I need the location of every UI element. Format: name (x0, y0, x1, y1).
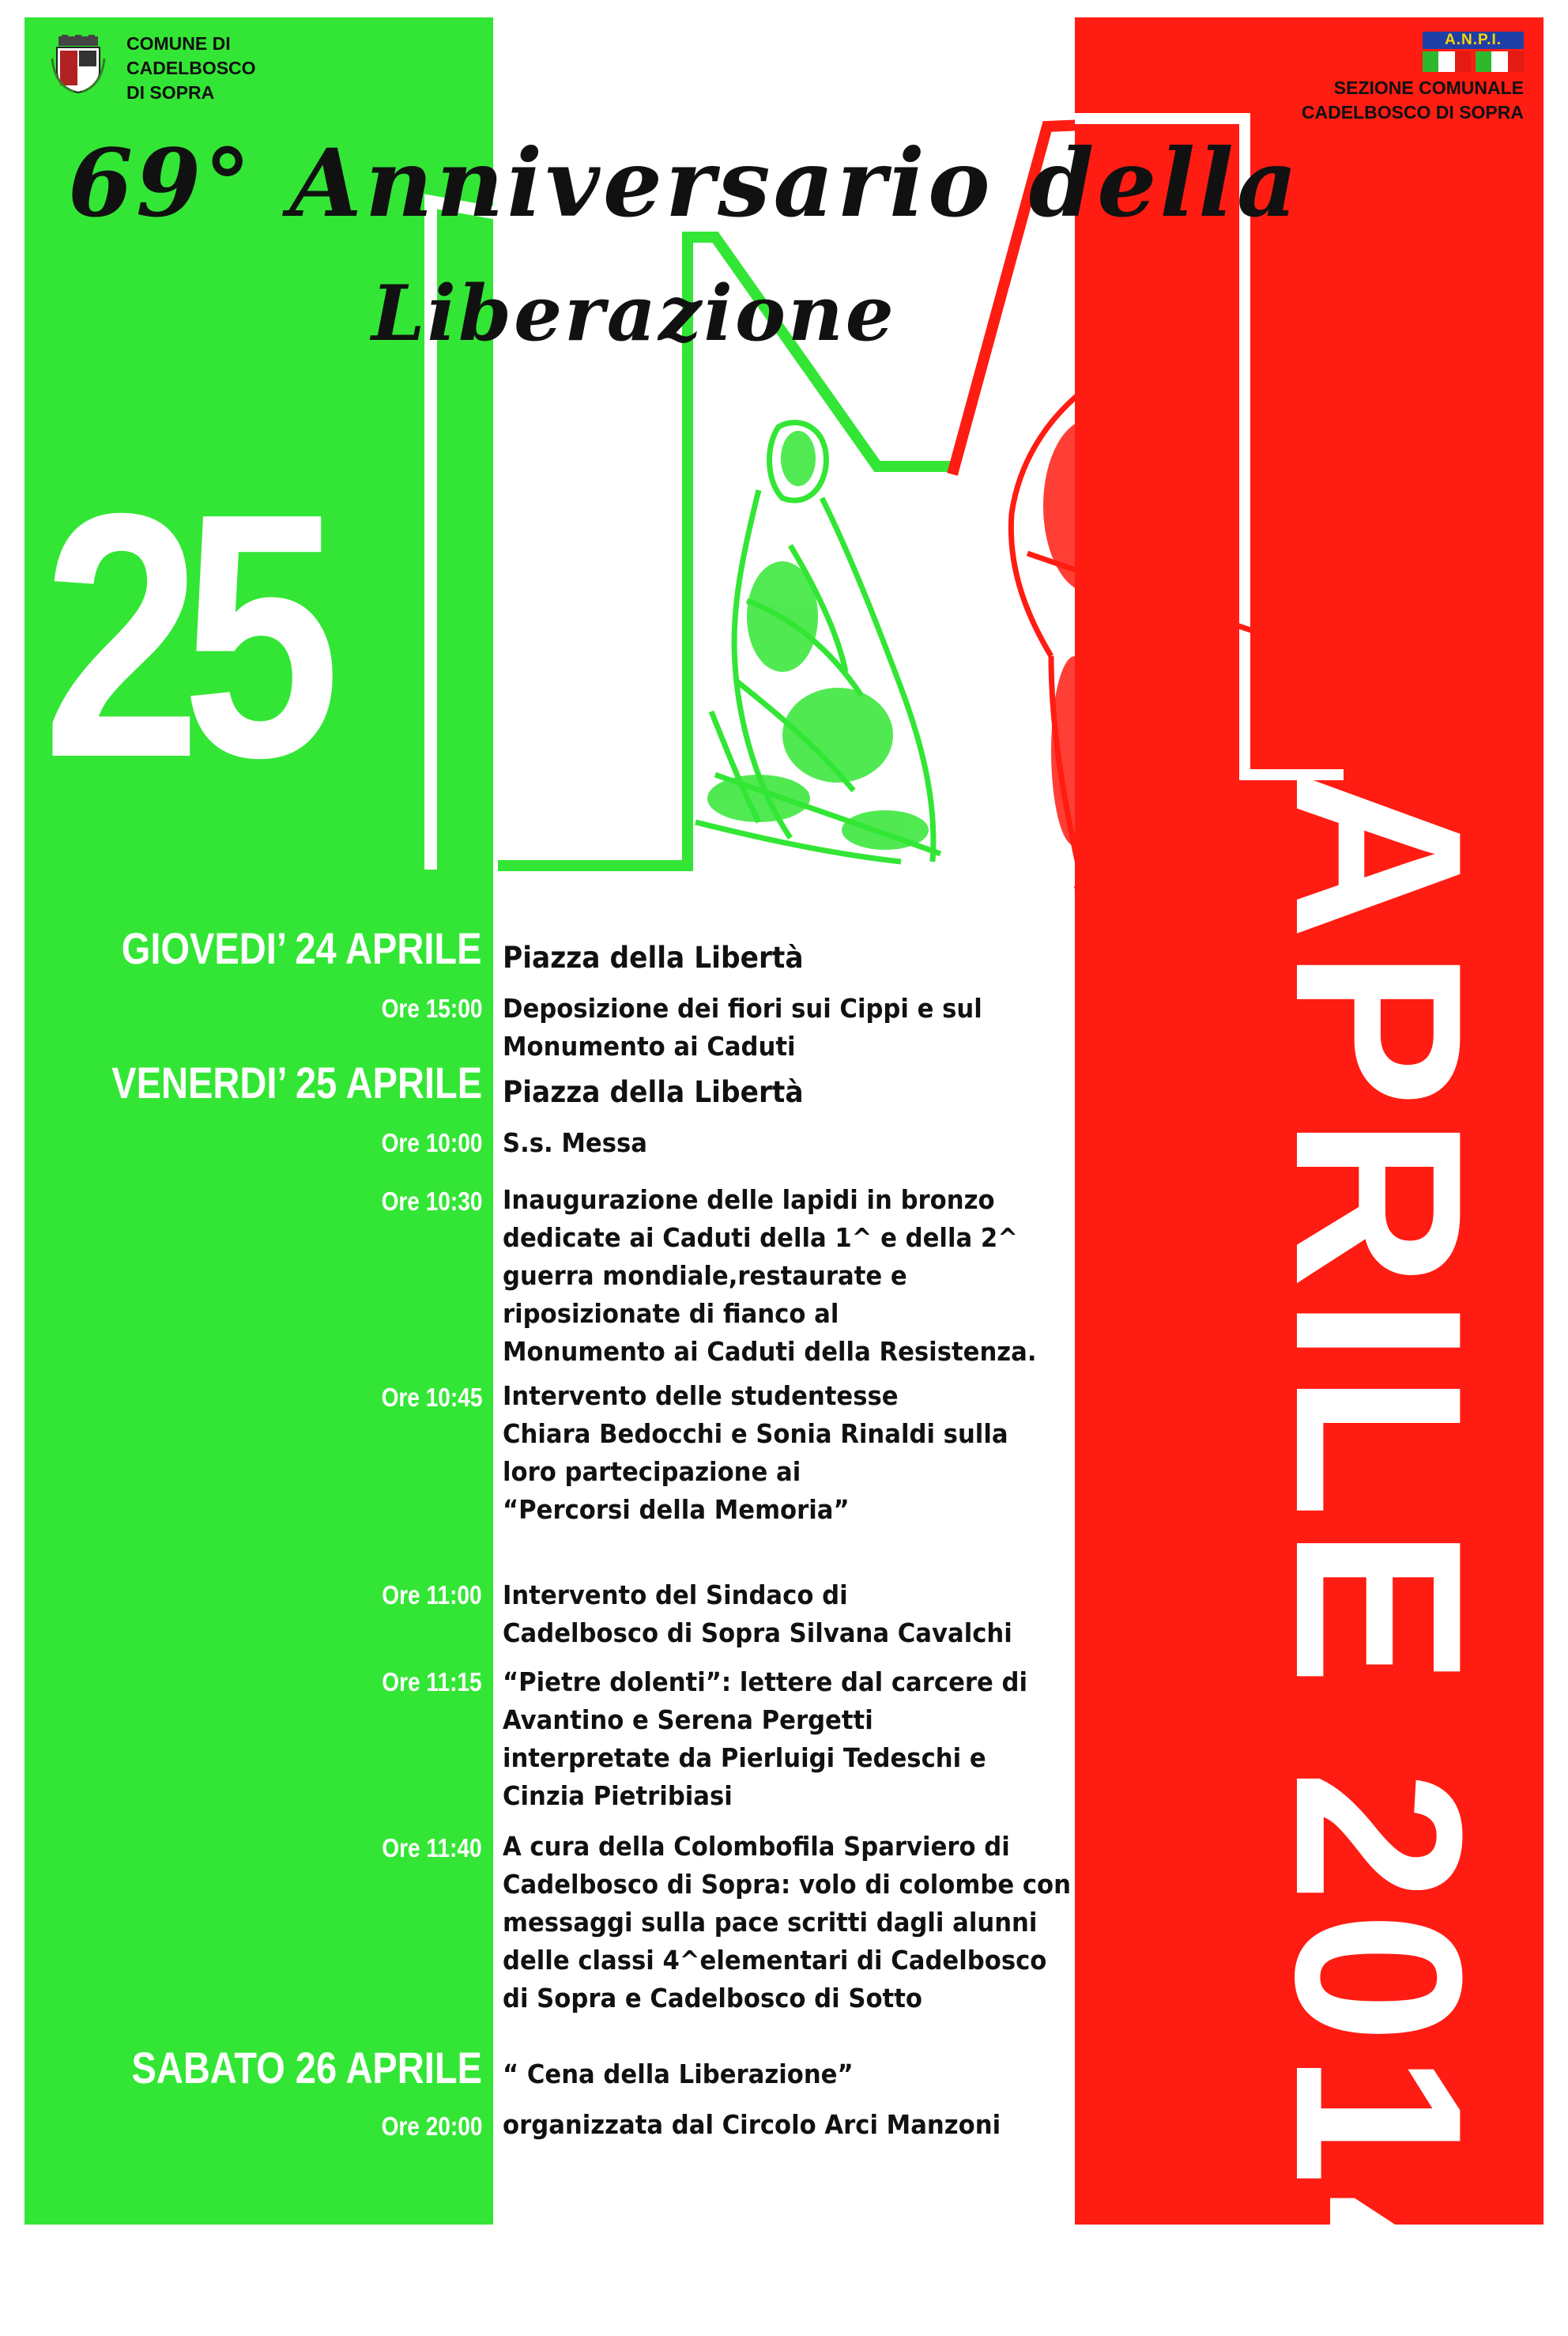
anpi-logo (1423, 32, 1524, 73)
comune-coat-of-arms-icon (51, 35, 106, 93)
comune-name (126, 32, 256, 105)
anpi-line: SEZIONE COMUNALE (1333, 77, 1524, 98)
program-description (503, 990, 982, 1066)
program-description (503, 1828, 1071, 2017)
program-location: Piazza della Libertà (503, 941, 804, 975)
program-day: GIOVEDI’ 24 APRILE (122, 923, 482, 973)
program-time: Ore 11:00 (382, 1580, 482, 1610)
description-line: guerra mondiale,restaurate e (503, 1260, 907, 1291)
description-line: messaggi sulla pace scritti dagli alunni (503, 1907, 1038, 1938)
description-line: Monumento ai Caduti della Resistenza. (503, 1336, 1037, 1367)
program-description (503, 1181, 1037, 1371)
program-description (503, 1663, 1027, 1815)
description-line: S.s. Messa (503, 1127, 647, 1158)
description-line: dedicate ai Caduti della 1^ e della 2^ (503, 1222, 1018, 1253)
title-line-2: Liberazione (371, 269, 896, 358)
description-line: di Sopra e Cadelbosco di Sotto (503, 1983, 922, 2013)
program-time: Ore 11:40 (382, 1833, 482, 1862)
description-line: Deposizione dei fiori sui Cippi e sul (503, 993, 982, 1024)
description-line: “ Cena della Liberazione” (503, 2059, 854, 2089)
anpi-line: CADELBOSCO DI SOPRA (1301, 102, 1524, 123)
big-month-year: APRILE 2014 (1246, 768, 1512, 2336)
description-line: loro partecipazione ai (503, 1456, 801, 1487)
big-day-number: 25 (43, 442, 322, 830)
description-line: delle classi 4^elementari di Cadelbosco (503, 1945, 1047, 1976)
program-time: Ore 10:45 (381, 1383, 482, 1412)
program-description (503, 1576, 1012, 1652)
description-line: Cadelbosco di Sopra: volo di colombe con (503, 1869, 1071, 1900)
program-location (503, 2055, 854, 2093)
title-line-1: 69° Anniversario della (68, 128, 1301, 238)
description-line: “Pietre dolenti”: lettere dal carcere di (503, 1666, 1028, 1697)
comune-line: COMUNE DI (126, 33, 231, 54)
comune-line: DI SOPRA (126, 82, 215, 103)
description-line: Cadelbosco di Sopra Silvana Cavalchi (503, 1617, 1012, 1648)
description-line: interpretate da Pierluigi Tedeschi e (503, 1742, 986, 1773)
description-line: Monumento ai Caduti (503, 1031, 796, 1062)
description-line: Avantino e Serena Pergetti (503, 1704, 873, 1735)
description-line: “Percorsi della Memoria” (503, 1494, 850, 1525)
program-time: Ore 20:00 (381, 2111, 482, 2141)
anpi-logo-text: A.N.P.I. (1423, 32, 1524, 49)
program-time: Ore 10:30 (381, 1187, 482, 1216)
description-line: A cura della Colombofila Sparviero di (503, 1831, 1010, 1862)
description-line: Inaugurazione delle lapidi in bronzo (503, 1184, 995, 1215)
program-time: Ore 10:00 (381, 1128, 482, 1157)
description-line: organizzata dal Circolo Arci Manzoni (503, 2109, 1001, 2140)
description-line: riposizionate di fianco al (503, 1298, 839, 1329)
description-line: Cinzia Pietribiasi (503, 1780, 733, 1811)
program-time: Ore 11:15 (382, 1667, 482, 1696)
program-description (503, 1377, 1008, 1529)
program-day: VENERDI’ 25 APRILE (111, 1058, 482, 1108)
program-description (503, 1124, 647, 1162)
description-line: Intervento del Sindaco di (503, 1579, 848, 1610)
anpi-flag-icon (1423, 51, 1524, 72)
description-line: Intervento delle studentesse (503, 1380, 899, 1411)
description-line: Chiara Bedocchi e Sonia Rinaldi sulla (503, 1418, 1008, 1449)
comune-line: CADELBOSCO (126, 58, 256, 78)
program-location: Piazza della Libertà (503, 1075, 804, 1109)
program-time: Ore 15:00 (381, 994, 482, 1023)
anpi-section (1302, 76, 1524, 125)
program-day: SABATO 26 APRILE (131, 2043, 482, 2093)
program-description (503, 2106, 1001, 2144)
